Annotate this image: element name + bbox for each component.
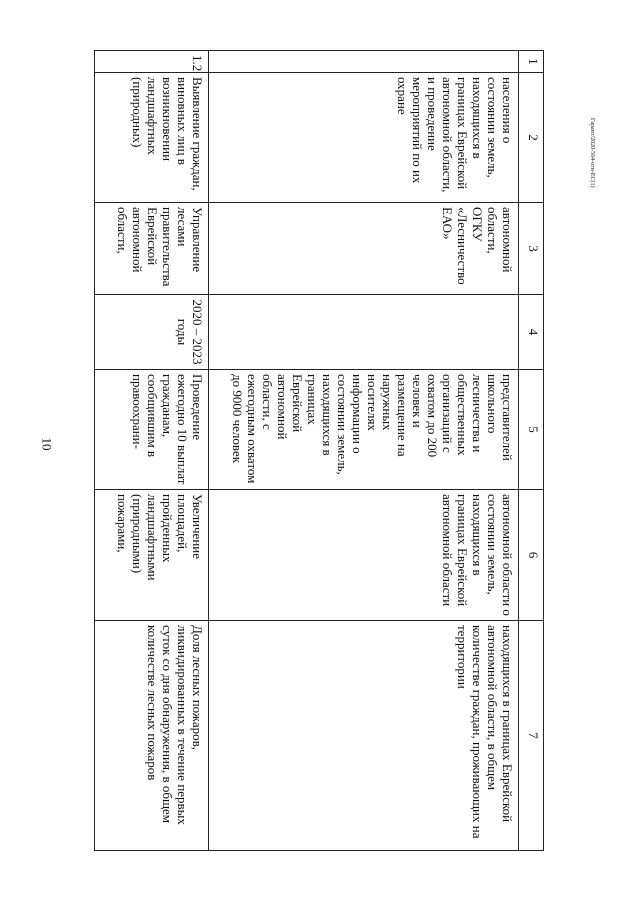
indicator-cell: находящихся в границах Еврейской автономной области, в общем количестве граждан, проживающих на территории — [209, 621, 519, 851]
header-cell: 1 — [519, 51, 544, 73]
measure-cell: Проведение ежегодно 10 выплат гражданам, сообщившим в правоохрани- — [95, 370, 209, 490]
header-cell: 5 — [519, 370, 544, 490]
header-row — [519, 51, 544, 851]
page-number: 10 — [39, 437, 55, 451]
executor-cell: автономной области, ОГКУ «Лесничество ЕАО» — [209, 203, 519, 295]
period-cell — [209, 295, 519, 370]
header-cell: 2 — [519, 73, 544, 203]
table-row — [95, 51, 209, 851]
row-number-cell — [209, 51, 519, 73]
activity-cell: населения о состоянии земель, находящихся в границах Еврейской автономной области, и проведение мероприятий по их охране — [209, 73, 519, 203]
header-cell: 7 — [519, 621, 544, 851]
row-number-cell: 1.2 — [95, 51, 209, 73]
document-code: Гарант/2020-564-отн-ЕС(1) — [589, 118, 595, 188]
executor-cell: Управление лесами правительства Еврейской автономной области, — [95, 203, 209, 295]
table-row — [209, 51, 519, 851]
period-cell: 2020 – 2023 годы — [95, 295, 209, 370]
measure-cell: представителей школьного лесничества и общественных организаций с охватом до 200 человек и размещение на наружных носителях информации о состоянии земель, находящихся в границах Еврейской автономной области, с ежегодным охватом до 9000 человек — [209, 370, 519, 490]
program-table — [94, 50, 544, 851]
activity-cell: Выявление граждан, виновных лиц в возникновении ландшафтных (природных) — [95, 73, 209, 203]
header-cell: 3 — [519, 203, 544, 295]
indicator-cell: Доля лесных пожаров, ликвидированных в течение первых суток со дня обнаружения, в общем количестве лесных пожаров — [95, 621, 209, 851]
header-cell: 4 — [519, 295, 544, 370]
result-cell: Увеличение площадей, пройденных ландшафтными (природными) пожарами, — [95, 490, 209, 621]
header-cell: 6 — [519, 490, 544, 621]
rotated-page — [100, 50, 544, 850]
result-cell: автономной области о состоянии земель, находящихся в границах Еврейской автономной области — [209, 490, 519, 621]
